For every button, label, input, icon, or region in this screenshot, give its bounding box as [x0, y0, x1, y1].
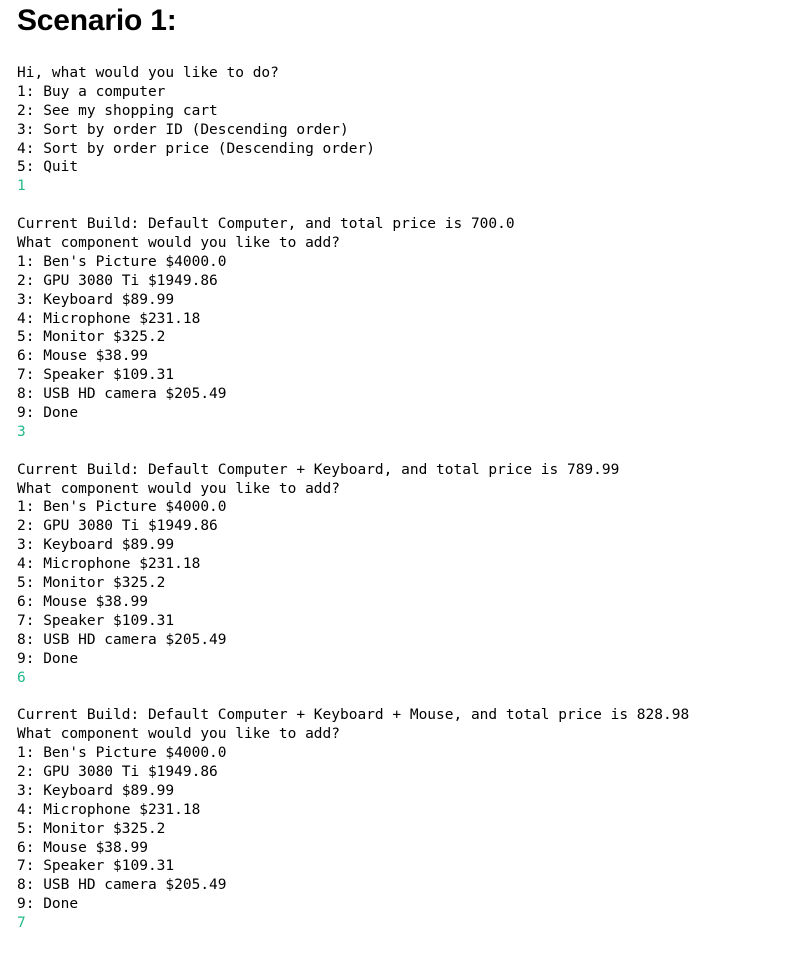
console-output-line: 9: Done: [17, 405, 79, 422]
console-output-line: 6: Mouse $38.99: [17, 839, 148, 856]
console-output-line: 7: Speaker $109.31: [17, 612, 175, 629]
console-output-line: 4: Microphone $231.18: [17, 801, 201, 818]
console-output-line: 5: Quit: [17, 159, 79, 176]
console-output-line: 8: USB HD camera $205.49: [17, 631, 227, 648]
console-output-line: 3: Keyboard $89.99: [17, 537, 175, 554]
console-output-line: 8: USB HD camera $205.49: [17, 877, 227, 894]
console-output-line: 4: Microphone $231.18: [17, 556, 201, 573]
console-output-line: 3: Sort by order ID (Descending order): [17, 121, 349, 138]
console-transcript: [17, 64, 797, 933]
console-output-line: What component would you like to add?: [17, 480, 341, 497]
console-output-line: Current Build: Default Computer + Keyboard + Mouse, and total price is 828.98: [17, 707, 690, 724]
document-page: [17, 0, 797, 933]
console-output-line: 1: Buy a computer: [17, 83, 166, 100]
console-output-line: What component would you like to add?: [17, 235, 341, 252]
console-output-line: 4: Microphone $231.18: [17, 310, 201, 327]
console-output-line: 2: GPU 3080 Ti $1949.86: [17, 272, 218, 289]
console-output-line: 1: Ben's Picture $4000.0: [17, 499, 227, 516]
console-output-line: 3: Keyboard $89.99: [17, 782, 175, 799]
console-output-line: 5: Monitor $325.2: [17, 329, 166, 346]
console-block: [17, 461, 797, 688]
user-input-line: 1: [17, 178, 26, 195]
user-input-line: 7: [17, 915, 26, 932]
console-output-line: 7: Speaker $109.31: [17, 367, 175, 384]
console-output-line: 4: Sort by order price (Descending order): [17, 140, 375, 157]
console-output-line: What component would you like to add?: [17, 726, 341, 743]
page-title: Scenario 1:: [17, 4, 177, 37]
console-output-line: 2: GPU 3080 Ti $1949.86: [17, 763, 218, 780]
console-output-line: Current Build: Default Computer, and total price is 700.0: [17, 216, 515, 233]
console-output-line: 2: See my shopping cart: [17, 102, 218, 119]
console-output-line: 2: GPU 3080 Ti $1949.86: [17, 518, 218, 535]
console-output-line: 3: Keyboard $89.99: [17, 291, 175, 308]
console-output-line: 1: Ben's Picture $4000.0: [17, 253, 227, 270]
console-output-line: 9: Done: [17, 650, 79, 667]
console-output-line: 6: Mouse $38.99: [17, 348, 148, 365]
console-block: [17, 64, 797, 196]
console-output-line: Hi, what would you like to do?: [17, 65, 279, 81]
console-output-line: 9: Done: [17, 896, 79, 913]
console-output-line: 1: Ben's Picture $4000.0: [17, 745, 227, 762]
console-output-line: 8: USB HD camera $205.49: [17, 386, 227, 403]
user-input-line: 6: [17, 669, 26, 686]
user-input-line: 3: [17, 423, 26, 440]
console-output-line: 7: Speaker $109.31: [17, 858, 175, 875]
console-output-line: 5: Monitor $325.2: [17, 575, 166, 592]
console-output-line: 6: Mouse $38.99: [17, 593, 148, 610]
console-output-line: 5: Monitor $325.2: [17, 820, 166, 837]
console-block: [17, 215, 797, 442]
console-output-line: Current Build: Default Computer + Keyboard, and total price is 789.99: [17, 461, 620, 478]
console-block: [17, 706, 797, 933]
